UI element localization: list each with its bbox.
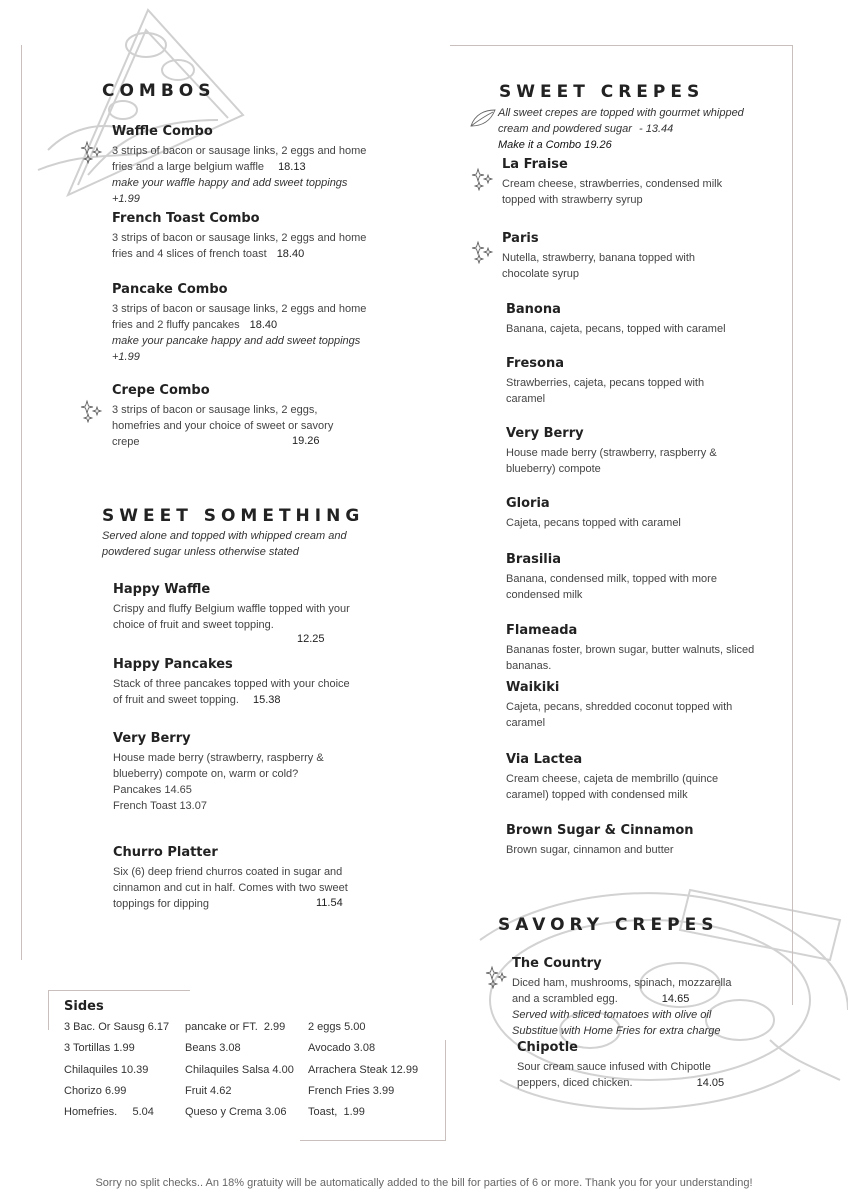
sparkle-icon [485,965,509,989]
sweet-something-subtitle: Served alone and topped with whipped cream and powdered sugar unless otherwise stated [102,530,347,558]
item-note-price: +1.99 [112,351,140,363]
sparkle-icon [471,240,495,264]
item-description: House made berry (strawberry, raspberry & blueberry) compote on, warm or cold? [113,752,324,780]
item-description: Banana, cajeta, pecans, topped with caramel [506,323,726,335]
savory-item-chipotle [517,1040,737,1091]
sparkle-icon [80,140,104,164]
item-name: Gloria [506,496,550,511]
crepe-item-brasilia [506,552,746,603]
crepe-item-flameada [506,623,766,674]
item-description: Six (6) deep friend churros coated in sugar and cinnamon and cut in half. Comes with two sweet toppings for dipping [113,866,348,910]
crepe-item-banona [506,302,746,337]
sides-frame-top [48,990,190,991]
item-price: 18.13 [278,161,306,173]
sides-frame-left [48,990,49,1030]
side-item: French Fries 3.99 [308,1085,395,1097]
side-item: Chorizo 6.99 [64,1085,127,1097]
item-name: Fresona [506,356,564,371]
combos-title: COMBOS [102,81,216,101]
sweet-crepes-price: - 13.44 [638,123,674,135]
item-option-french-toast: French Toast 13.07 [113,800,207,812]
crepe-item-waikiki [506,680,746,731]
frame-line-right [792,45,793,1005]
combo-item-pancake [112,282,382,365]
item-name: Via Lactea [506,752,583,767]
side-item: 3 Bac. Or Sausg 6.17 [64,1021,170,1033]
side-item: Toast, 1.99 [308,1106,365,1118]
sweet-item-happy-waffle [113,582,353,645]
crepe-item-la-fraise [502,157,742,208]
item-name: Churro Platter [113,845,218,860]
item-description: Cajeta, pecans topped with caramel [506,517,681,529]
item-description: Sour cream sauce infused with Chipotle peppers, diced chicken. 14.05 [517,1061,725,1089]
item-price: 14.05 [696,1077,725,1089]
item-name: Pancake Combo [112,282,228,297]
item-price: 12.25 [297,633,325,645]
item-description: 3 strips of bacon or sausage links, 2 eggs and home fries and a large belgium waffle 18.13 [112,145,367,173]
sides-frame-right [445,1040,446,1140]
item-description: Crispy and fluffy Belgium waffle topped with your choice of fruit and sweet topping. [113,603,350,631]
item-name: Very Berry [506,426,584,441]
item-name: French Toast Combo [112,211,260,226]
item-price: 19.26 [292,435,320,447]
sweet-item-very-berry [113,731,353,814]
crepe-item-brown-sugar-cinnamon [506,823,766,858]
item-name: Banona [506,302,561,317]
sweet-crepes-intro: All sweet crepes are topped with gourmet whipped cream and powdered sugar - 13.44 [498,107,744,135]
item-description: House made berry (strawberry, raspberry & blueberry) compote [506,447,717,475]
item-note: Served with sliced tomatoes with olive oil [512,1009,712,1021]
item-description: Diced ham, mushrooms, spinach, mozzarella and a scrambled egg. 14.65 [512,977,732,1005]
item-name: La Fraise [502,157,568,172]
side-item: Chilaquiles 10.39 [64,1064,149,1076]
item-price: 14.65 [661,993,690,1005]
sweet-crepes-title: SWEET CREPES [499,82,705,102]
side-item: Avocado 3.08 [308,1042,376,1054]
item-price: 18.40 [276,248,305,260]
sparkle-icon [80,399,104,423]
item-name: Happy Pancakes [113,657,233,672]
crepe-item-very-berry [506,426,746,477]
item-note-price: +1.99 [112,193,140,205]
item-description: 3 strips of bacon or sausage links, 2 eggs, homefries and your choice of sweet or savory crepe [112,404,334,448]
sweet-crepes-combo: Make it a Combo 19.26 [498,139,612,151]
item-name: Brown Sugar & Cinnamon [506,823,694,838]
item-name: Very Berry [113,731,191,746]
item-name: Happy Waffle [113,582,211,597]
crepe-item-fresona [506,356,736,407]
item-name: Paris [502,231,539,246]
item-description: Cream cheese, strawberries, condensed milk topped with strawberry syrup [502,178,723,206]
item-name: Waffle Combo [112,124,213,139]
frame-line-top [450,45,793,46]
item-option-pancakes: Pancakes 14.65 [113,784,192,796]
item-name: Brasilia [506,552,561,567]
item-description: Banana, condensed milk, topped with more condensed milk [506,573,717,601]
item-description: Nutella, strawberry, banana topped with chocolate syrup [502,252,696,280]
item-name: Waikiki [506,680,560,695]
leaf-icon [469,108,497,130]
footer-notice: Sorry no split checks.. An 18% gratuity will be automatically added to the bill for parties of 6 or more. Thank you for your understanding! [95,1177,753,1189]
side-item: pancake or FT. 2.99 [185,1021,286,1033]
side-item: Homefries. 5.04 [64,1106,154,1118]
item-description: Strawberries, cajeta, pecans topped with caramel [506,377,705,405]
side-item: Chilaquiles Salsa 4.00 [185,1064,294,1076]
side-item: Arrachera Steak 12.99 [308,1064,419,1076]
sweet-item-happy-pancakes [113,657,353,708]
combo-item-crepe [112,383,362,450]
savory-crepes-title: SAVORY CREPES [498,915,719,935]
frame-line-left [21,45,22,960]
side-item: Fruit 4.62 [185,1085,232,1097]
item-note: Substitue with Home Fries for extra charge [512,1025,721,1037]
savory-item-the-country [512,956,742,1039]
item-name: Crepe Combo [112,383,210,398]
item-name: Chipotle [517,1040,578,1055]
side-item: 2 eggs 5.00 [308,1021,366,1033]
crepe-item-via-lactea [506,752,736,803]
item-name: Flameada [506,623,578,638]
side-item: 3 Tortillas 1.99 [64,1042,135,1054]
sides-title: Sides [64,999,104,1014]
item-note: make your waffle happy and add sweet toppings [112,177,348,189]
item-description: 3 strips of bacon or sausage links, 2 eggs and home fries and 2 fluffy pancakes 18.40 [112,303,367,331]
item-description: 3 strips of bacon or sausage links, 2 eggs and home fries and 4 slices of french toast 18.40 [112,232,367,260]
item-name: The Country [512,956,602,971]
sparkle-icon [471,167,495,191]
item-price: 18.40 [249,319,278,331]
item-description: Bananas foster, brown sugar, butter walnuts, sliced bananas. [506,644,755,672]
sides-frame-bottom [300,1140,446,1141]
crepe-item-paris [502,231,732,282]
side-item: Queso y Crema 3.06 [185,1106,287,1118]
item-description: Cajeta, pecans, shredded coconut topped with caramel [506,701,733,729]
crepe-item-gloria [506,496,746,531]
item-description: Brown sugar, cinnamon and butter [506,844,674,856]
item-description: Stack of three pancakes topped with your choice of fruit and sweet topping. 15.38 [113,678,350,706]
combo-item-waffle [112,124,382,207]
combo-item-french-toast [112,211,382,262]
sweet-item-churro-platter [113,845,363,912]
item-price: 11.54 [316,897,343,909]
item-price: 15.38 [252,694,281,706]
sweet-something-title: SWEET SOMETHING [102,506,365,526]
item-description: Cream cheese, cajeta de membrillo (quince caramel) topped with condensed milk [506,773,719,801]
item-note: make your pancake happy and add sweet toppings [112,335,361,347]
side-item: Beans 3.08 [185,1042,241,1054]
